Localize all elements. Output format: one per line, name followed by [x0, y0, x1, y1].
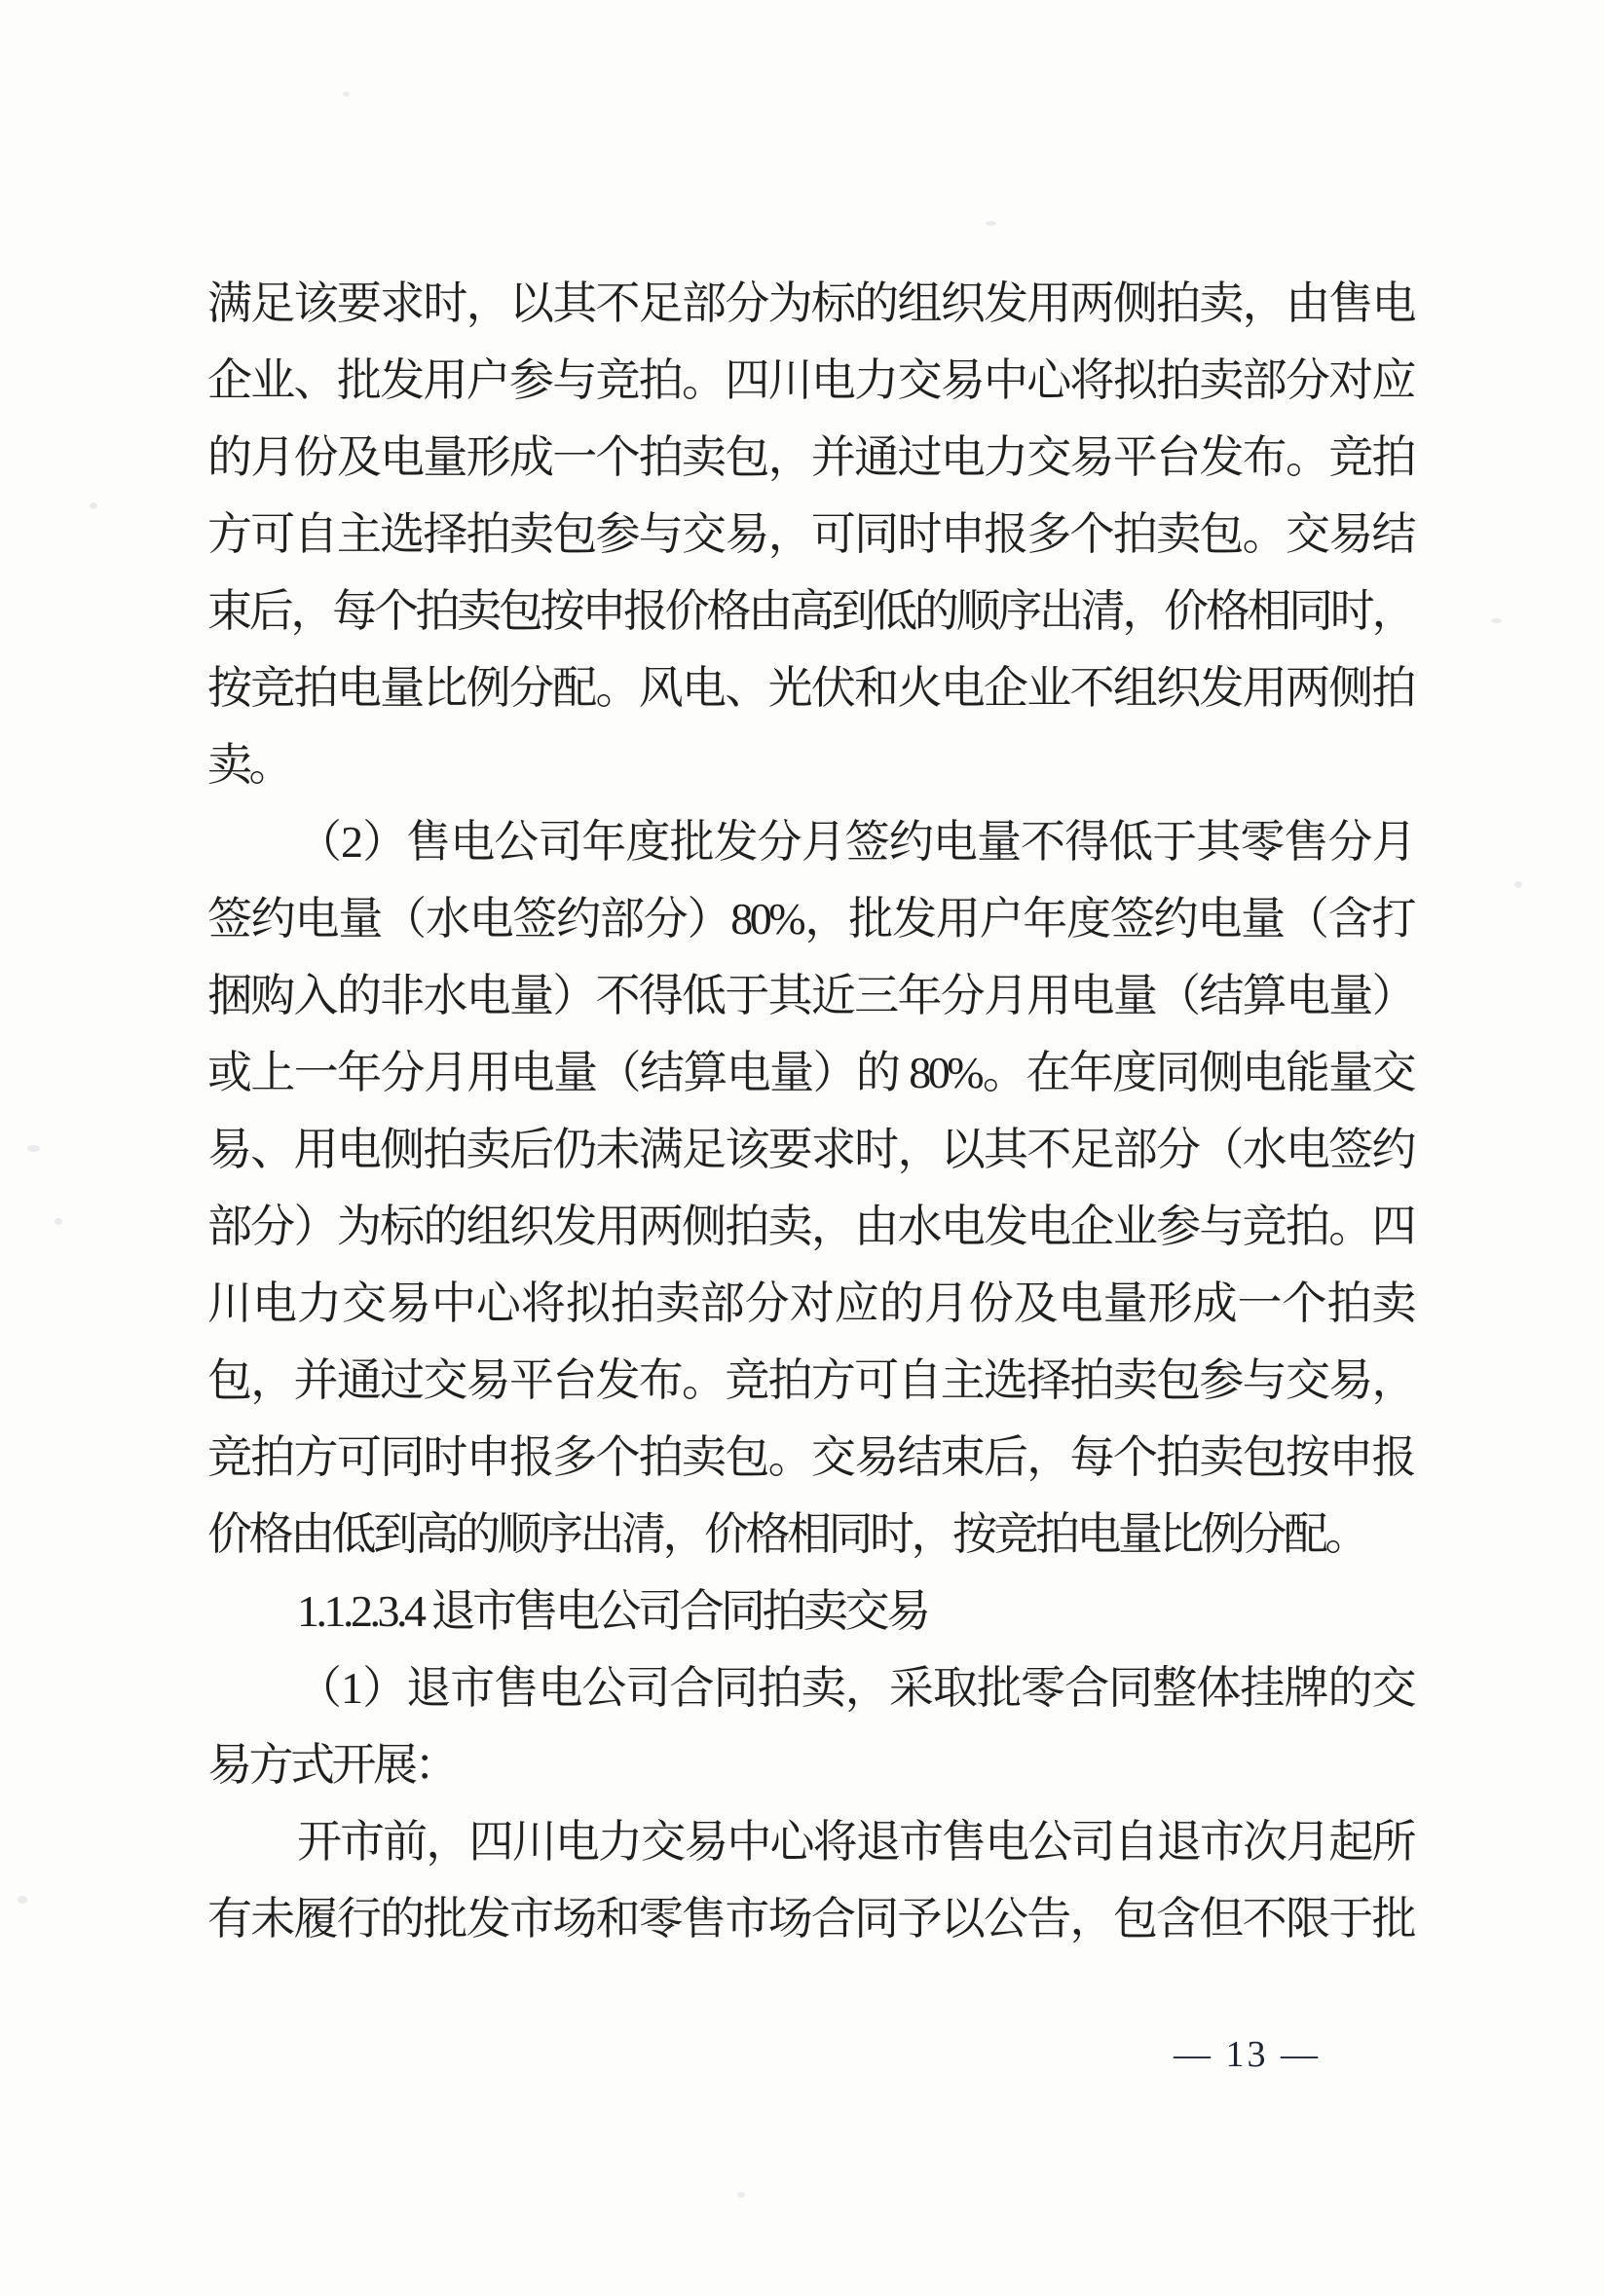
- body-line: 价格由低到高的顺序出清，价格相同时，按竞拍电量比例分配。: [207, 1509, 1366, 1559]
- scan-artifact: [90, 502, 97, 509]
- scan-artifact: [27, 1145, 40, 1152]
- document-body: [207, 265, 1413, 1957]
- body-line: 束后，每个拍卖包按申报价格由高到低的顺序出清，价格相同时，: [207, 586, 1413, 636]
- body-line: 捆购入的非水电量）不得低于其近三年分月用电量（结算电量）: [207, 971, 1413, 1020]
- body-line: 部分）为标的组织发用两侧拍卖，由水电发电企业参与竞拍。四: [207, 1202, 1413, 1251]
- body-line: 的月份及电量形成一个拍卖包，并通过电力交易平台发布。竞拍: [207, 432, 1413, 482]
- body-line: （1）退市售电公司合同拍卖，采取批零合同整体挂牌的交: [297, 1663, 1413, 1713]
- body-line: 企业、批发用户参与竞拍。四川电力交易中心将拟拍卖部分对应: [207, 355, 1413, 405]
- body-line: 按竞拍电量比例分配。风电、光伏和火电企业不组织发用两侧拍: [207, 663, 1413, 713]
- scan-artifact: [343, 92, 350, 96]
- body-line: 川电力交易中心将拟拍卖部分对应的月份及电量形成一个拍卖: [207, 1278, 1413, 1328]
- body-line: 卖。: [207, 740, 290, 790]
- section-heading: 1.1.2.3.4 退市售电公司合同拍卖交易: [297, 1586, 928, 1636]
- scan-artifact: [18, 1896, 27, 1904]
- body-line: 包，并通过交易平台发布。竞拍方可自主选择拍卖包参与交易，: [207, 1355, 1413, 1405]
- body-line: 开市前，四川电力交易中心将退市售电公司自退市次月起所: [297, 1817, 1413, 1867]
- body-line: 有未履行的批发市场和零售市场合同予以公告，包含但不限于批: [207, 1894, 1413, 1944]
- body-line: 易、用电侧拍卖后仍未满足该要求时，以其不足部分（水电签约: [207, 1125, 1413, 1174]
- body-line: 签约电量（水电签约部分）80%，批发用户年度签约电量（含打: [207, 894, 1413, 944]
- body-line: （2）售电公司年度批发分月签约电量不得低于其零售分月: [297, 817, 1413, 867]
- body-line: 易方式开展：: [207, 1740, 456, 1790]
- scan-artifact: [1514, 881, 1522, 888]
- page-number: — 13 —: [1174, 2034, 1321, 2075]
- body-line: 竞拍方可同时申报多个拍卖包。交易结束后，每个拍卖包按申报: [207, 1432, 1413, 1482]
- body-line: 或上一年分月用电量（结算电量）的 80%。在年度同侧电能量交: [207, 1048, 1413, 1097]
- body-line: 满足该要求时，以其不足部分为标的组织发用两侧拍卖，由售电: [207, 278, 1413, 328]
- body-line: 方可自主选择拍卖包参与交易，可同时申报多个拍卖包。交易结: [207, 509, 1413, 559]
- scan-artifact: [737, 2192, 745, 2198]
- scan-artifact: [55, 1218, 62, 1225]
- scan-artifact: [1491, 618, 1502, 623]
- scan-artifact: [986, 221, 996, 226]
